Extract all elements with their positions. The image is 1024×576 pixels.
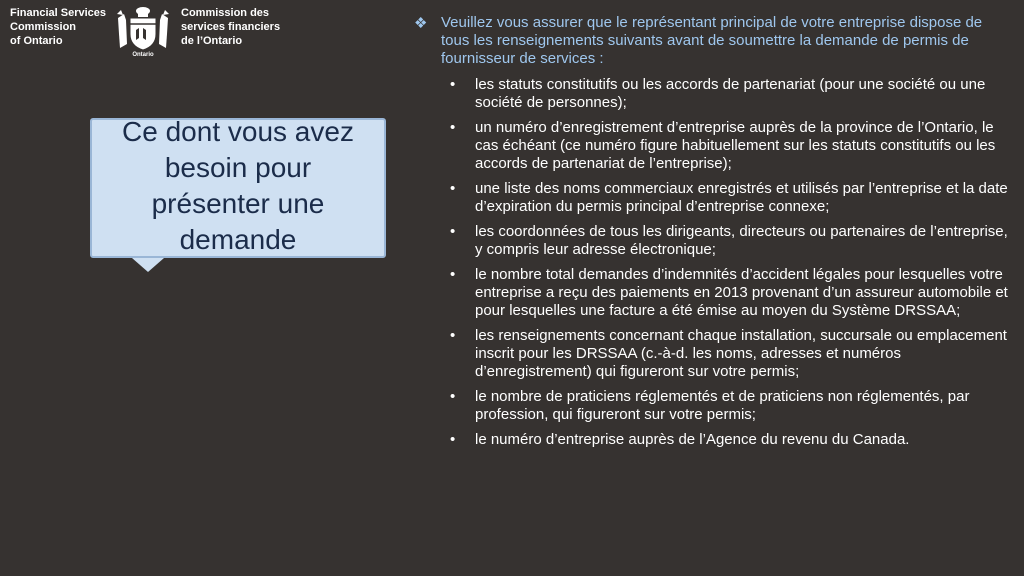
slide-title bbox=[92, 114, 384, 258]
slide-content bbox=[410, 14, 1010, 456]
bullet-dot-icon: • bbox=[450, 431, 456, 448]
slide-title-line: présenter une bbox=[151, 188, 325, 219]
slide-title-line: demande bbox=[179, 224, 297, 255]
list-item-text: le numéro d’entreprise auprès de l’Agence du revenu du Canada. bbox=[475, 431, 910, 448]
list-item-text: un numéro d’enregistrement d’entreprise auprès de la province de l’Ontario, le cas échéant (ce numéro figure habituellement sur les statuts constitutifs ou les accords de partenariat de l’entreprise); bbox=[475, 119, 996, 172]
bullet-dot-icon: • bbox=[450, 266, 456, 283]
org-name-french-line: Commission des bbox=[181, 7, 270, 19]
crest-label: Ontario bbox=[132, 52, 154, 58]
list-item-text: les statuts constitutifs ou les accords de partenariat (pour une société ou une société de personnes); bbox=[475, 76, 986, 111]
org-name-french bbox=[181, 6, 280, 48]
list-item-text: une liste des noms commerciaux enregistrés et utilisés par l’entreprise et la date d’expiration du permis principal d’entreprise connexe; bbox=[475, 180, 1008, 215]
list-item bbox=[410, 266, 1010, 320]
diamond-bullet-icon: ❖ bbox=[414, 15, 428, 32]
callout-box bbox=[90, 118, 386, 258]
slide-title-line: besoin pour bbox=[164, 152, 312, 183]
list-item bbox=[410, 327, 1010, 381]
list-item bbox=[410, 76, 1010, 112]
bullet-dot-icon: • bbox=[450, 388, 456, 405]
list-item bbox=[410, 388, 1010, 424]
list-item-text: le nombre total demandes d’indemnités d’accident légales pour lesquelles votre entreprise a reçu des paiements en 2013 provenant d’un assureur automobile et pour lesquelles une facture a été émise au moyen du Système DRSSAA; bbox=[475, 266, 1008, 319]
list-item bbox=[410, 119, 1010, 173]
bullet-dot-icon: • bbox=[450, 223, 456, 240]
bullet-dot-icon: • bbox=[450, 119, 456, 136]
list-item-text: les renseignements concernant chaque installation, succursale ou emplacement inscrit pour les DRSSAA (c.-à-d. les noms, adresses et numéros d’enregistrement) qui figureront sur votre permis; bbox=[475, 327, 1007, 380]
list-item-text: les coordonnées de tous les dirigeants, directeurs ou partenaires de l’entreprise, y compris leur adresse électronique; bbox=[475, 223, 1008, 258]
requirements-list bbox=[410, 76, 1010, 449]
list-item bbox=[410, 431, 1010, 449]
list-item bbox=[410, 223, 1010, 259]
bullet-dot-icon: • bbox=[450, 327, 456, 344]
org-name-french-line: services financiers bbox=[181, 21, 281, 33]
list-item bbox=[410, 180, 1010, 216]
org-name-english-line: Financial Services bbox=[10, 7, 106, 19]
intro-paragraph bbox=[410, 14, 1010, 68]
bullet-dot-icon: • bbox=[450, 76, 456, 93]
ontario-crest-icon bbox=[114, 4, 172, 62]
intro-text: Veuillez vous assurer que le représentant principal de votre entreprise dispose de tous les renseignements suivants avant de soumettre la demande de permis de fournisseur de services : bbox=[441, 14, 983, 67]
bullet-dot-icon: • bbox=[450, 180, 456, 197]
org-name-english-line: Commission bbox=[10, 21, 77, 33]
org-name-french-line: de l’Ontario bbox=[181, 35, 243, 47]
slide-title-line: Ce dont vous avez bbox=[122, 116, 354, 147]
list-item-text: le nombre de praticiens réglementés et de praticiens non réglementés, par profession, qui figureront sur votre permis; bbox=[475, 388, 970, 423]
org-name-english-line: of Ontario bbox=[10, 35, 63, 47]
callout-tail bbox=[132, 258, 164, 272]
org-name-english bbox=[10, 6, 106, 48]
